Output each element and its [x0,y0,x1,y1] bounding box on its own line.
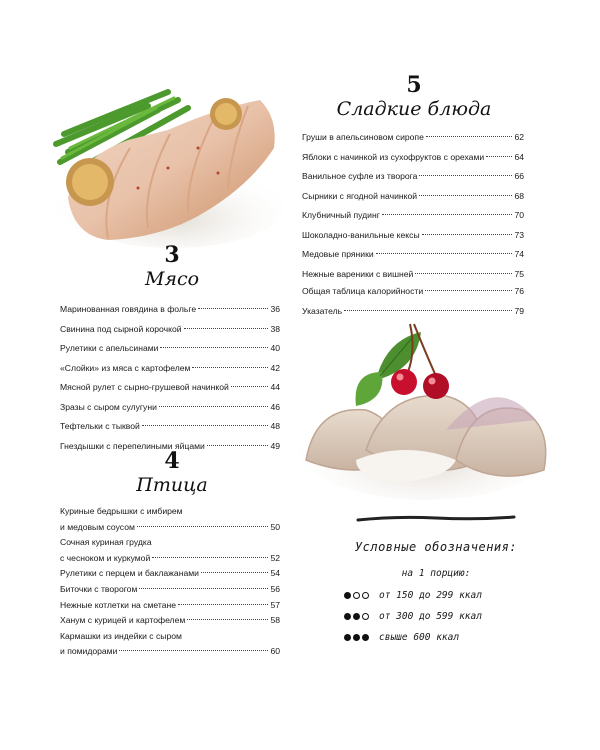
toc-entry-title: Гнездышки с перепелиными яйцами [60,440,205,451]
toc-entry-title: Мясной рулет с сырно-грушевой начинкой [60,382,229,392]
filled-dot-icon [353,634,360,641]
toc-entry-title: Шоколадно-ванильные кексы [302,229,420,240]
toc-dot-leader [192,367,268,368]
legend-title: Условные обозначения: [354,540,518,554]
toc-dot-leader [119,650,268,651]
toc-entry-page: 62 [514,132,524,142]
toc-entry[interactable] [60,359,280,379]
toc-entry[interactable] [60,398,280,418]
toc-entry-title: Свинина под сырной корочкой [60,323,182,334]
toc-entry[interactable] [302,128,524,148]
toc-entry-page: 64 [514,151,524,162]
toc-entry[interactable] [302,206,524,226]
filled-dot-icon [344,634,351,641]
toc-entry[interactable] [60,320,280,340]
toc-entry-title: Клубничный пудинг [302,210,380,220]
toc-entry-title: Биточки с творогом [60,583,138,594]
toc-entry-title: Нежные вареники с вишней [302,268,414,279]
toc-entry-title: с чесноком и куркумой [60,552,151,563]
legend-row [344,632,459,643]
vareniki-with-cherries-photo [296,310,558,500]
toc-dot-leader [425,290,512,291]
toc-entry[interactable] [302,282,524,302]
toc-entry-page: 49 [270,440,280,451]
toc-entry-page: 75 [514,268,524,279]
toc-entry[interactable] [60,417,280,437]
toc-list-poultry [60,504,280,660]
toc-dot-leader [142,425,269,426]
filled-dot-icon [344,592,351,599]
meat-dish-photo [48,78,284,250]
toc-entry-title: и медовым соусом [60,521,135,532]
section-title-poultry: Птица [136,474,208,496]
toc-entry-page: 66 [514,171,524,181]
toc-entry-line1: Куриные бедрышки с имбирем [60,506,183,516]
legend-subtitle: на 1 порцию: [401,568,471,579]
toc-entry-title: Нежные котлетки на сметане [60,599,177,610]
filled-dot-icon [353,613,360,620]
toc-entry-page: 76 [514,286,524,296]
toc-dot-leader [415,273,512,274]
empty-dot-icon [362,592,369,599]
toc-entry[interactable] [60,378,280,398]
section-number-sweet: 5 [406,72,422,98]
toc-list-meat [60,300,280,456]
section-number-poultry: 4 [164,448,180,474]
toc-dot-leader [184,328,269,329]
legend-row-text: от 150 до 299 ккал [379,590,482,601]
toc-entry-title: Зразы с сыром сулугуни [60,401,157,412]
filled-dot-icon [344,613,351,620]
toc-dot-leader [139,588,268,589]
filled-dot-icon [362,634,369,641]
legend-row [344,590,482,601]
brush-stroke-divider [356,514,516,524]
toc-entry-page: 56 [270,583,280,594]
toc-entry-title: Рулетики с перцем и баклажанами [60,568,199,579]
calorie-dots-icon [344,634,369,641]
toc-entry-title: Медовые пряники [302,249,374,259]
toc-entry[interactable] [302,187,524,207]
toc-entry-page: 42 [270,362,280,373]
toc-dot-leader [187,619,268,620]
toc-entry-title: Указатель [302,305,343,316]
toc-entry-title: Яблоки с начинкой из сухофруктов с орехами [302,151,485,162]
toc-entry-title: Ханум с курицей и картофелем [60,615,186,626]
toc-entry[interactable] [302,167,524,187]
calorie-dots-icon [344,592,369,599]
toc-entry-page: 58 [270,615,280,626]
toc-entry-page: 73 [514,229,524,240]
section-title-meat: Мясо [144,268,200,290]
toc-entry[interactable] [60,339,280,359]
toc-entry-title: Сырники с ягодной начинкой [302,190,418,201]
section-title-sweet: Сладкие блюда [336,98,492,120]
toc-dot-leader [231,386,269,387]
toc-dot-leader [422,234,513,235]
toc-entry-page: 50 [270,521,280,532]
toc-entry-title: Тефтельки с тыквой [60,421,140,431]
calorie-dots-icon [344,613,369,620]
toc-dot-leader [198,308,268,309]
toc-entry-page: 44 [270,382,280,392]
toc-entry-page: 36 [270,304,280,314]
toc-entry-page: 54 [270,568,280,579]
toc-entry-page: 74 [514,249,524,259]
toc-entry-title: и помидорами [60,646,118,657]
toc-entry-page: 70 [514,210,524,220]
toc-dot-leader [201,572,269,573]
toc-entry-page: 52 [270,552,280,563]
toc-entry-title: Рулетики с апельсинами [60,343,159,353]
toc-entry-title: Груши в апельсиновом сиропе [302,132,424,142]
toc-entry-title: Общая таблица калорийности [302,286,424,296]
toc-entry-page: 68 [514,190,524,201]
toc-dot-leader [486,156,512,157]
toc-entry-page: 79 [514,305,524,316]
toc-entry[interactable] [60,551,280,567]
toc-entry-page: 48 [270,421,280,431]
toc-entry-line1: Кармашки из индейки с сыром [60,630,182,641]
toc-dot-leader [137,526,269,527]
toc-entry[interactable] [302,226,524,246]
toc-entry-title: «Слойки» из мяса с картофелем [60,362,191,373]
toc-entry-page: 40 [270,343,280,353]
toc-entry[interactable] [60,582,280,598]
toc-entry-page: 57 [270,599,280,610]
toc-dot-leader [419,195,512,196]
toc-entry-title: Ванильное суфле из творога [302,171,418,181]
toc-entry[interactable] [60,566,280,582]
toc-dot-leader [382,214,513,215]
toc-dot-leader [160,347,268,348]
toc-entry[interactable] [60,300,280,320]
toc-dot-leader [426,136,513,137]
toc-dot-leader [376,253,513,254]
toc-entry[interactable] [60,520,280,536]
toc-entry-page: 38 [270,323,280,334]
empty-dot-icon [353,592,360,599]
toc-entry-page: 46 [270,401,280,412]
section-number-meat: 3 [164,242,180,268]
legend-row-text: от 300 до 599 ккал [379,611,482,622]
toc-entry[interactable] [60,598,280,614]
legend-row-text: свыше 600 ккал [379,632,460,643]
toc-dot-leader [159,406,269,407]
toc-dot-leader [207,445,269,446]
toc-dot-leader [419,175,512,176]
toc-entry[interactable] [302,245,524,265]
toc-entry[interactable] [60,613,280,629]
toc-dot-leader [178,604,268,605]
toc-entry[interactable] [302,148,524,168]
toc-dot-leader [152,557,268,558]
toc-entry-title: Маринованная говядина в фольге [60,304,197,314]
toc-entry-page: 60 [270,646,280,657]
toc-list-sweet [302,128,524,284]
empty-dot-icon [362,613,369,620]
legend-row [344,611,482,622]
toc-entry[interactable] [60,644,280,660]
toc-entry-line1: Сочная куриная грудка [60,537,152,548]
